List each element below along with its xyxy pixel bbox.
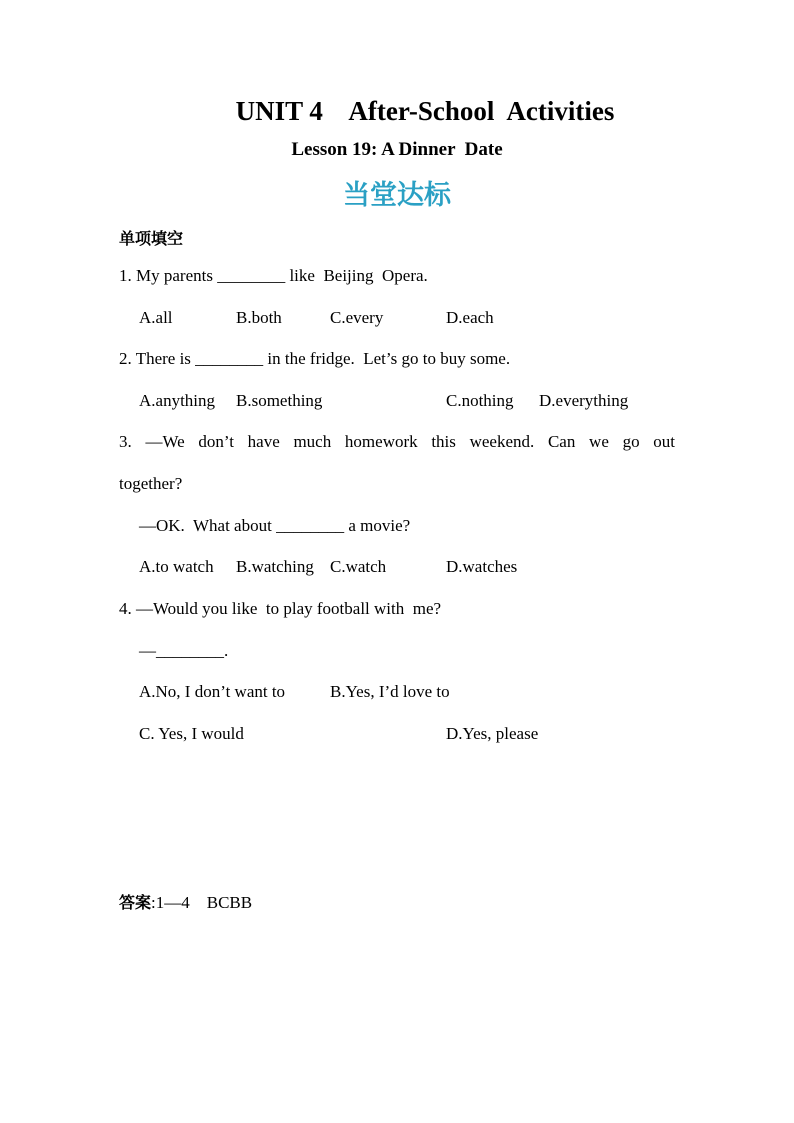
answer-key-text: :1—4 BCBB: [151, 893, 253, 912]
section-title: 当堂达标: [343, 180, 451, 210]
question-1-option-a: A.all: [139, 308, 173, 327]
question-3-option-d: D.watches: [446, 557, 518, 576]
question-1-option-c: C.every: [330, 308, 384, 327]
question-4-reply: —________.: [139, 641, 229, 660]
question-1-stem: 1. My parents ________ like Beijing Opera.: [119, 266, 428, 285]
question-3-option-c: C.watch: [330, 557, 387, 576]
question-1-option-d: D.each: [446, 308, 494, 327]
question-2-option-b: B.something: [236, 391, 323, 410]
answer-key-label: 答案: [119, 893, 152, 912]
question-3-stem-line-1: 3. —We don’t have much homework this weekend. Can we go out: [119, 432, 675, 451]
question-2-option-d: D.everything: [539, 391, 629, 410]
exercise-label: 单项填空: [119, 229, 184, 248]
question-4-option-d: D.Yes, please: [446, 724, 539, 743]
question-4-option-c: C. Yes, I would: [139, 724, 244, 743]
question-2-option-a: A.anything: [139, 391, 216, 410]
unit-title: UNIT 4 After-School Activities: [235, 96, 615, 126]
question-3-reply: —OK. What about ________ a movie?: [139, 516, 411, 535]
question-2-option-c: C.nothing: [446, 391, 514, 410]
lesson-title: Lesson 19: A Dinner Date: [291, 139, 503, 160]
question-4-option-b: B.Yes, I’d love to: [330, 682, 450, 701]
question-2-stem: 2. There is ________ in the fridge. Let’s go to buy some.: [119, 349, 511, 368]
question-1-option-b: B.both: [236, 308, 282, 327]
question-4-option-a: A.No, I don’t want to: [139, 682, 286, 701]
question-4-stem: 4. —Would you like to play football with me?: [119, 599, 442, 618]
answer-key: [119, 890, 252, 913]
question-3-option-b: B.watching: [236, 557, 314, 576]
question-3-stem-line-2: together?: [119, 474, 183, 493]
question-3-option-a: A.to watch: [139, 557, 214, 576]
